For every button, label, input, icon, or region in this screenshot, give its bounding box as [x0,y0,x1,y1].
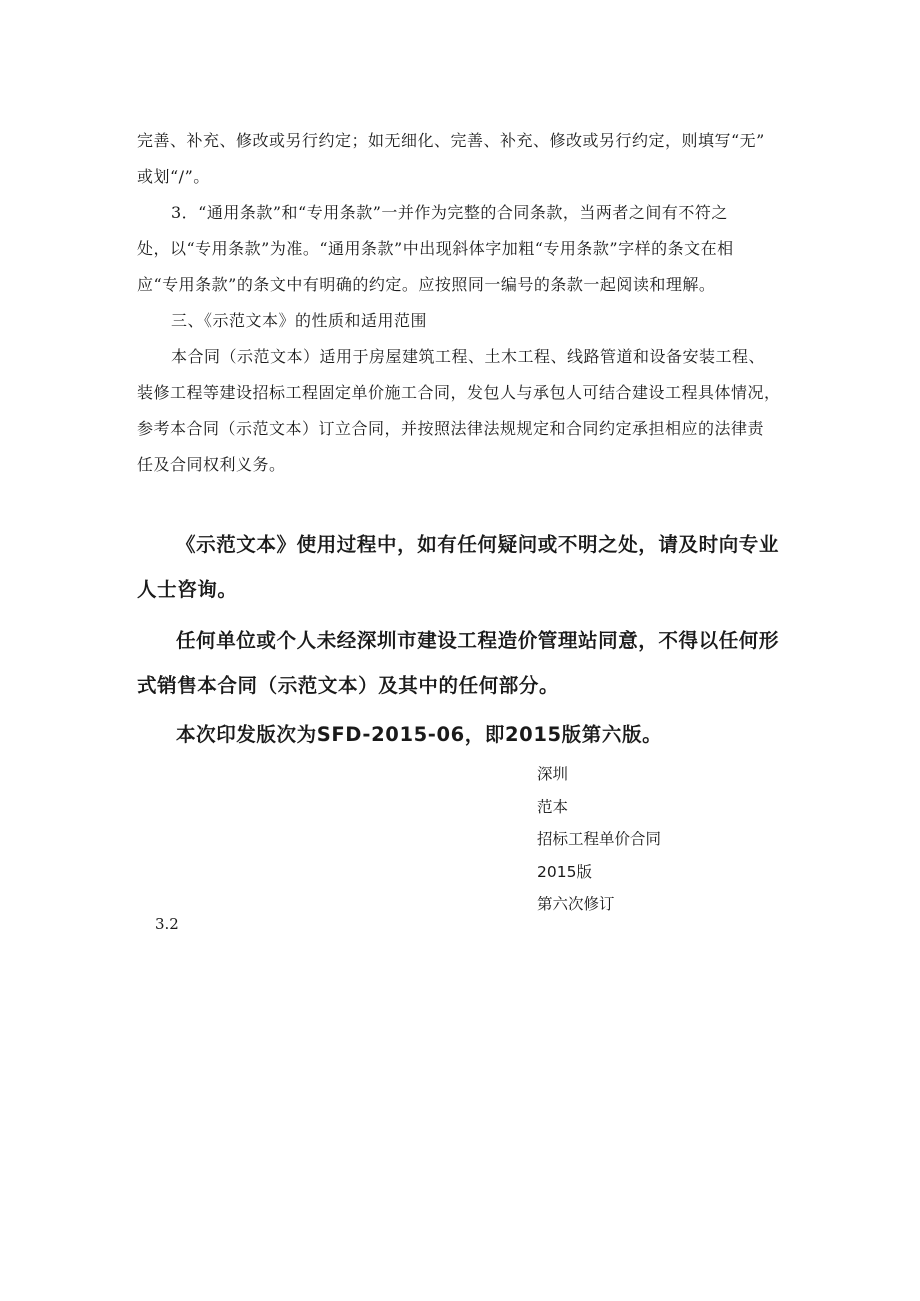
text-line: 式销售本合同（示范文本）及其中的任何部分。 [137,674,560,697]
paragraph-continuation [137,123,787,195]
notice-inquiry [137,522,787,612]
text-line: 任及合同权利义务。 [137,455,286,474]
signature-line-year: 2015版 [537,862,592,881]
signature-line-city: 深圳 [537,765,569,783]
notice-edition [137,712,787,757]
notice-copyright [137,618,787,708]
text-line: 本次印发版次为SFD-2015-06，即2015版第六版。 [176,723,663,746]
section-heading-text: 三、《示范文本》的性质和适用范围 [171,311,428,330]
text-line: 《示范文本》使用过程中，如有任何疑问或不明之处，请及时向专业 [176,533,780,556]
text-line: 3．“通用条款”和“专用条款”一并作为完整的合同条款，当两者之间有不符之 [171,203,728,222]
text-line: 人士咨询。 [137,578,238,601]
text-line: 应“专用条款”的条文中有明确的约定。应按照同一编号的条款一起阅读和理解。 [137,275,716,294]
text-line: 参考本合同（示范文本）订立合同，并按照法律法规规定和合同约定承担相应的法律责 [137,419,765,438]
text-line: 处，以“专用条款”为准。“通用条款”中出现斜体字加粗“专用条款”字样的条文在相 [137,239,734,258]
paragraph-item-3 [137,195,787,303]
section-heading [137,303,787,339]
text-line: 或划“/”。 [137,167,210,186]
signature-block [537,758,787,921]
text-line: 本合同（示范文本）适用于房屋建筑工程、土木工程、线路管道和设备安装工程、 [171,347,766,366]
signature-line-revision: 第六次修订 [537,895,615,913]
page-number: 3.2 [155,915,179,933]
signature-line-template: 范本 [537,797,569,816]
text-line: 装修工程等建设招标工程固定单价施工合同，发包人与承包人可结合建设工程具体情况， [137,383,781,402]
text-line: 任何单位或个人未经深圳市建设工程造价管理站同意，不得以任何形 [176,629,780,652]
signature-line-contract-type: 招标工程单价合同 [537,830,662,848]
text-line: 完善、补充、修改或另行约定；如无细化、完善、补充、修改或另行约定，则填写“无” [137,131,765,150]
paragraph-scope [137,339,787,483]
